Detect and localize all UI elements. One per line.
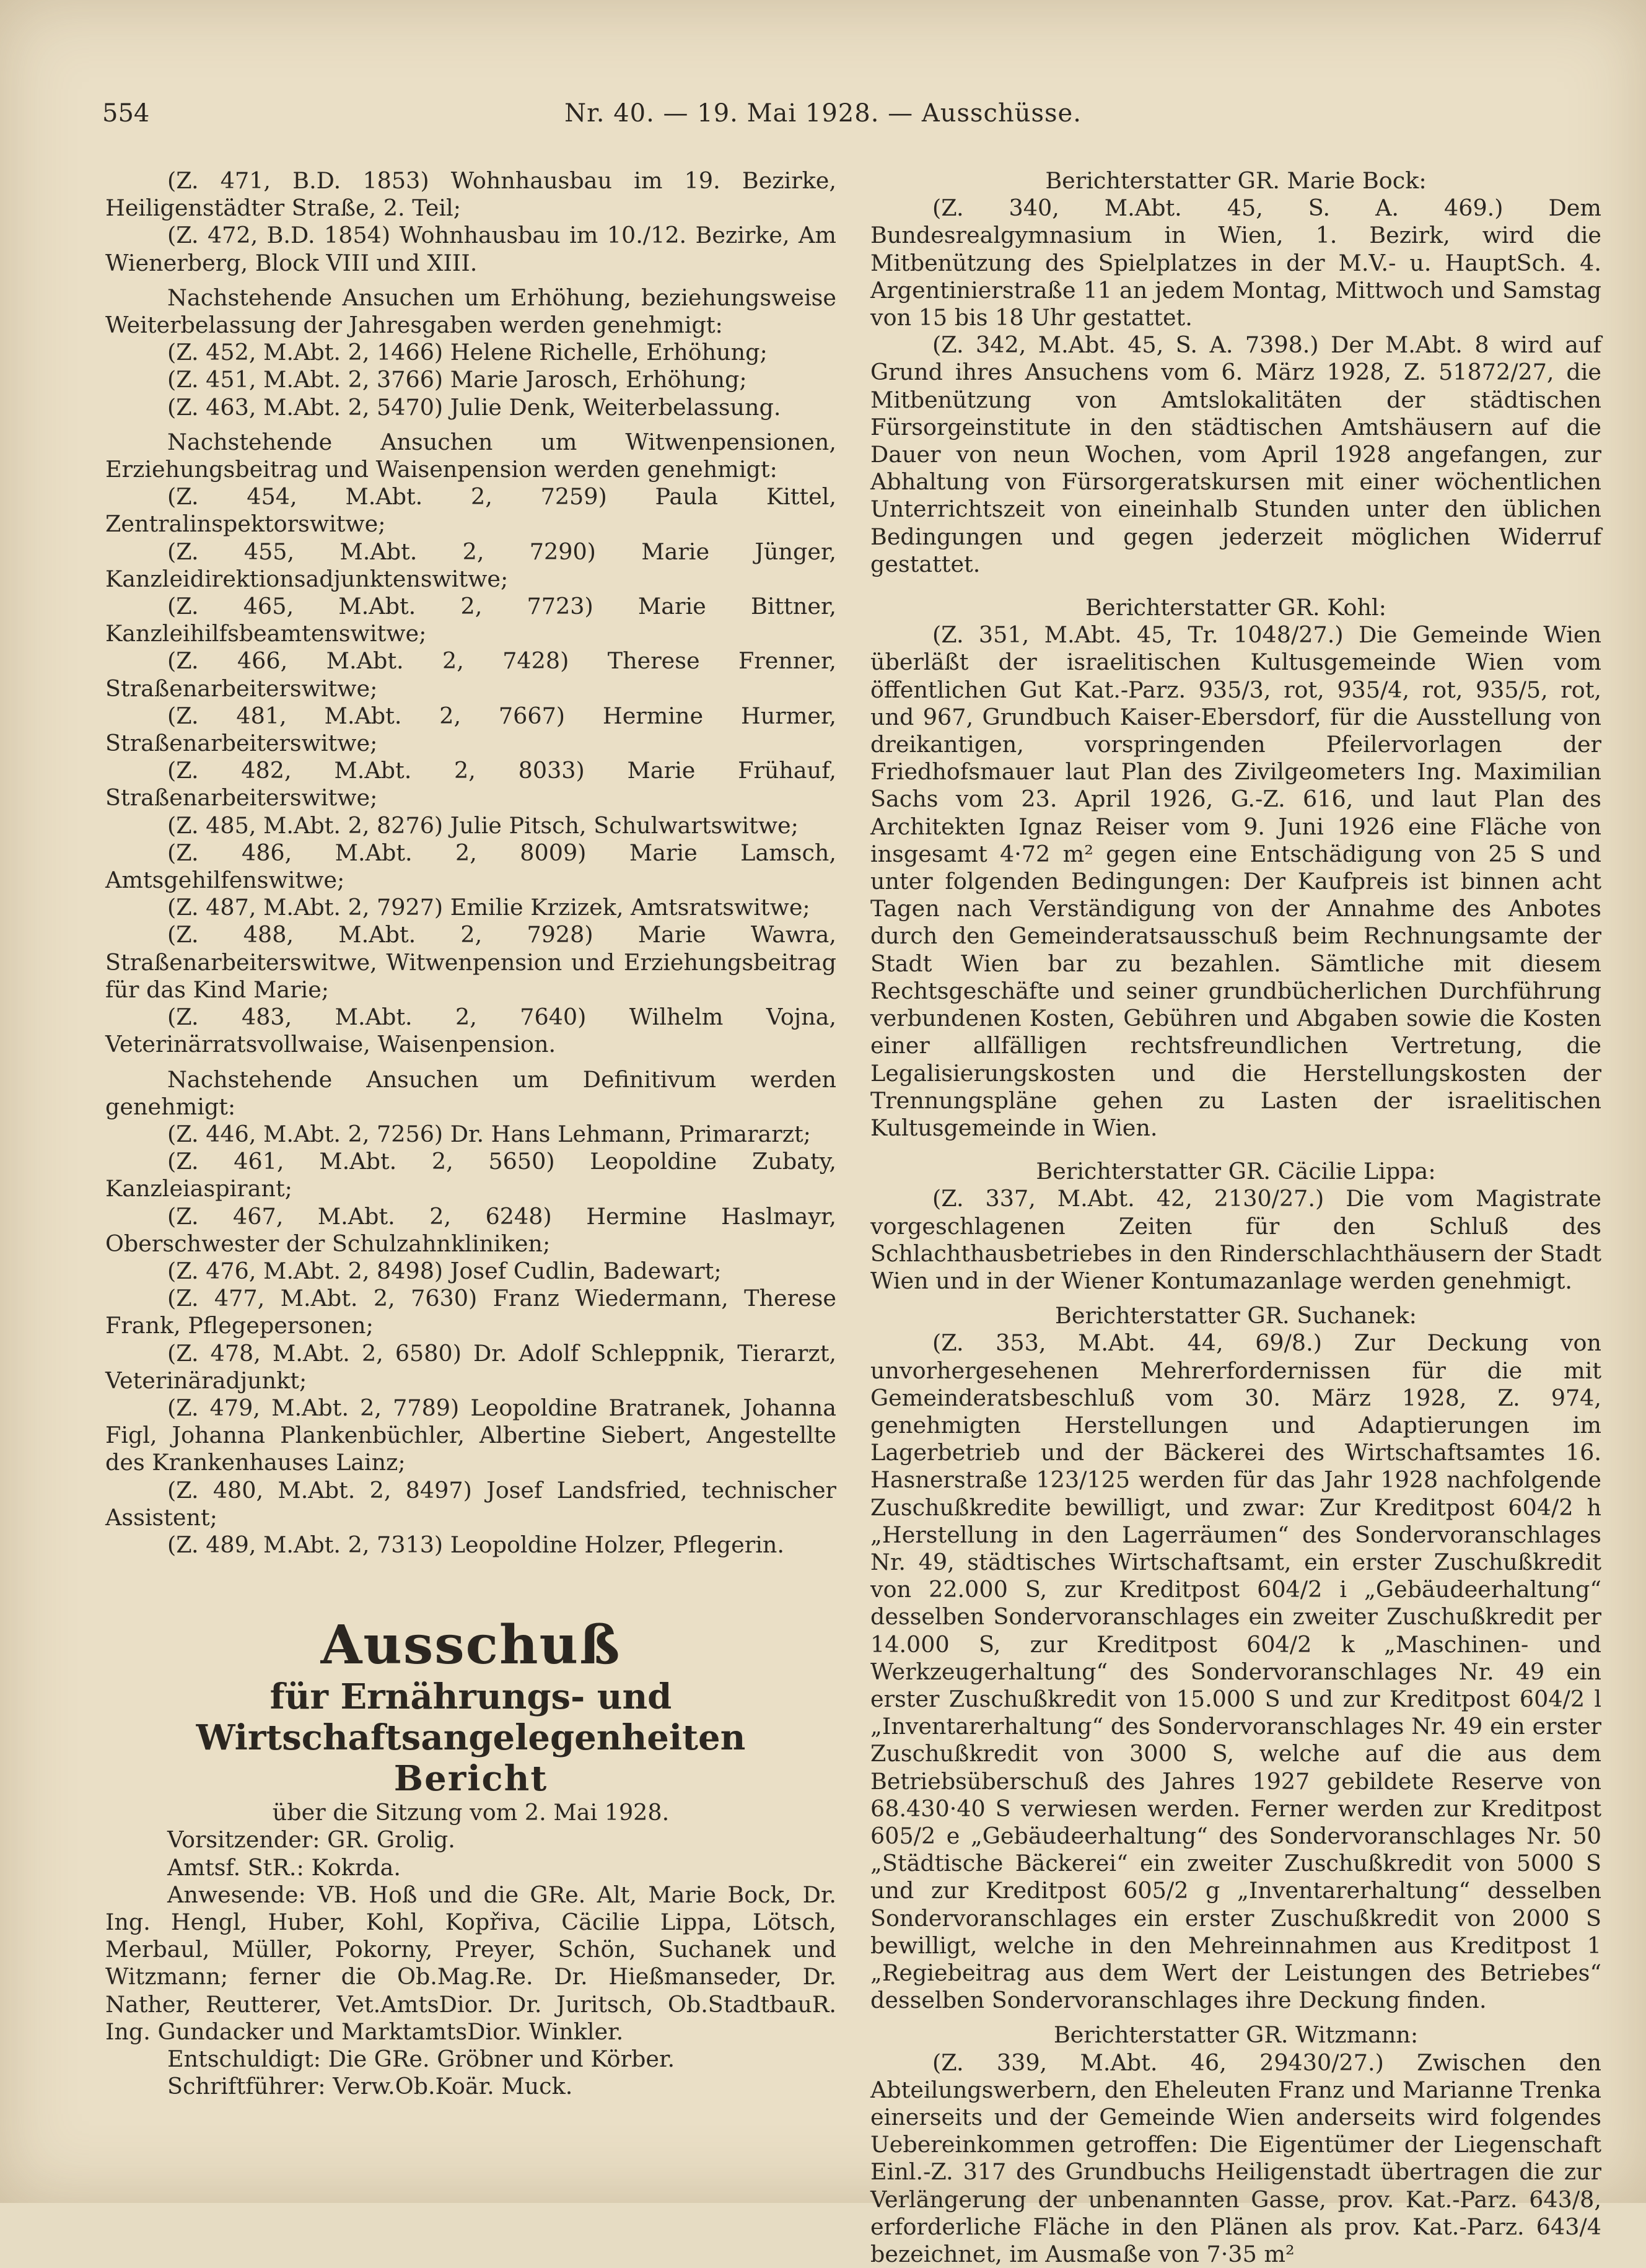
paragraph: (Z. 337, M.Abt. 42, 2130/27.) Die vom Magistrate vorgeschlagenen Zeiten für den Schluß des Schlachthausbetriebes in den Rinderschlachthäusern der Stadt Wien und in der Wiener Kontumazanlage werden genehmigt. [870, 1185, 1601, 1294]
list-item: (Z. 463, M.Abt. 2, 5470) Julie Denk, Weiterbelassung. [167, 393, 781, 421]
list-item: (Z. 478, M.Abt. 2, 6580) Dr. Adolf Schleppnik, Tierarzt, Veterinäradjunkt; [105, 1339, 836, 1394]
present-line: Anwesende: VB. Hoß und die GRe. Alt, Marie Bock, Dr. Ing. Hengl, Huber, Kohl, Kopřiva, Cäcilie Lippa, Lötsch, Merbaul, Müller, Pokorny, Preyer, Schön, Suchanek und Witzmann; ferner die Ob.Mag.Re. Dr. Hießmanseder, Dr. Nather, Reutterer, Vet.AmtsDior. Dr. Juritsch, Ob.StadtbauR. Ing. Gundacker und MarktamtsDior. Winkler. [105, 1881, 836, 2045]
rapporteur-heading: Berichterstatter GR. Witzmann: [1053, 2021, 1419, 2049]
rapporteur-heading: Berichterstatter GR. Suchanek: [1055, 1302, 1417, 1329]
rapporteur-heading: Berichterstatter GR. Cäcilie Lippa: [1036, 1158, 1436, 1185]
list-item: (Z. 485, M.Abt. 2, 8276) Julie Pitsch, Schulwartswitwe; [167, 812, 799, 839]
list-item: (Z. 483, M.Abt. 2, 7640) Wilhelm Vojna, Veterinärratsvollwaise, Waisenpension. [105, 1004, 836, 1058]
secretary-line: Schriftführer: Verw.Ob.Koär. Muck. [167, 2073, 573, 2100]
paragraph: (Z. 340, M.Abt. 45, S. A. 469.) Dem Bundesrealgymnasium in Wien, 1. Bezirk, wird die Mitbenützung des Spielplatzes in der M.V.- u. HauptSch. 4. Argentinierstraße 11 an jedem Montag, Mittwoch und Samstag von 15 bis 18 Uhr gestattet. [870, 195, 1601, 331]
session-line: über die Sitzung vom 2. Mai 1928. [272, 1799, 670, 1826]
paragraph-intro: Nachstehende Ansuchen um Erhöhung, beziehungsweise Weiterbelassung der Jahresgaben werden genehmigt: [105, 284, 836, 339]
page-number: 554 [102, 99, 150, 128]
chair-line: Vorsitzender: GR. Grolig. [167, 1826, 455, 1854]
section-title: Ausschuß [320, 1614, 621, 1677]
list-item: (Z. 466, M.Abt. 2, 7428) Therese Frenner, Straßenarbeiterswitwe; [105, 647, 836, 702]
list-item: (Z. 467, M.Abt. 2, 6248) Hermine Haslmayr, Oberschwester der Schulzahnkliniken; [105, 1202, 836, 1257]
list-item: (Z. 472, B.D. 1854) Wohnhausbau im 10./12. Bezirke, Am Wienerberg, Block VIII und XIII. [105, 222, 836, 276]
list-item: (Z. 465, M.Abt. 2, 7723) Marie Bittner, Kanzleihilfsbeamtenswitwe; [105, 593, 836, 647]
list-item: (Z. 479, M.Abt. 2, 7789) Leopoldine Bratranek, Johanna Figl, Johanna Plankenbüchler, Albertine Siebert, Angestellte des Krankenhauses Lainz; [105, 1394, 836, 1476]
list-item: (Z. 481, M.Abt. 2, 7667) Hermine Hurmer, Straßenarbeiterswitwe; [105, 702, 836, 757]
official-line: Amtsf. StR.: Kokrda. [167, 1854, 401, 1881]
list-item: (Z. 477, M.Abt. 2, 7630) Franz Wiedermann, Therese Frank, Pflegepersonen; [105, 1285, 836, 1339]
list-item: (Z. 454, M.Abt. 2, 7259) Paula Kittel, Zentralinspektorswitwe; [105, 483, 836, 538]
paragraph: (Z. 342, M.Abt. 45, S. A. 7398.) Der M.Abt. 8 wird auf Grund ihres Ansuchens vom 6. März 1928, Z. 51872/27, die Mitbenützung von Amtslokalitäten der städtischen Fürsorgeinstitute in den städtischen Amtshäusern auf die Dauer von neun Wochen, vom April 1928 angefangen, zur Abhaltung von Fürsorgeratskursen mit einer wöchentlichen Unterrichtszeit von eineinhalb Stunden unter den üblichen Bedingungen und gegen jederzeit möglichen Widerruf gestattet. [870, 331, 1601, 577]
list-item: (Z. 461, M.Abt. 2, 5650) Leopoldine Zubaty, Kanzleiaspirant; [105, 1148, 836, 1202]
list-item: (Z. 489, M.Abt. 2, 7313) Leopoldine Holzer, Pflegerin. [167, 1531, 784, 1558]
rapporteur-heading: Berichterstatter GR. Marie Bock: [1045, 167, 1427, 194]
paragraph-intro: Nachstehende Ansuchen um Definitivum werden genehmigt: [105, 1066, 836, 1120]
list-item: (Z. 486, M.Abt. 2, 8009) Marie Lamsch, Amtsgehilfenswitwe; [105, 839, 836, 894]
page-header [102, 93, 1544, 136]
list-item: (Z. 471, B.D. 1853) Wohnhausbau im 19. Bezirke, Heiligenstädter Straße, 2. Teil; [105, 167, 836, 222]
list-item: (Z. 476, M.Abt. 2, 8498) Josef Cudlin, Badewart; [167, 1257, 722, 1284]
running-title: Nr. 40. — 19. Mai 1928. — Ausschüsse. [564, 99, 1082, 128]
paragraph: (Z. 339, M.Abt. 46, 29430/27.) Zwischen den Abteilungswerbern, den Eheleuten Franz und Marianne Trenka einerseits und der Gemeinde Wien anderseits wird folgendes Uebereinkommen getroffen: Die Eigentümer der Liegenschaft Einl.-Z. 317 des Grundbuchs Heiligenstadt übertragen die zur Verlängerung der unbenannten Gasse, prov. Kat.-Parz. 643/8, erforderliche Fläche in den Plänen als prov. Kat.-Parz. 643/4 bezeichnet, im Ausmaße von 7·35 m² [870, 2049, 1601, 2268]
excused-line: Entschuldigt: Die GRe. Gröbner und Körber. [167, 2045, 675, 2072]
section-report-heading: Bericht [393, 1758, 548, 1800]
list-item: (Z. 480, M.Abt. 2, 8497) Josef Landsfried, technischer Assistent; [105, 1476, 836, 1531]
paragraph: (Z. 351, M.Abt. 45, Tr. 1048/27.) Die Gemeinde Wien überläßt der israelitischen Kultusgemeinde Wien vom öffentlichen Gut Kat.-Parz. 935/3, rot, 935/4, rot, 935/5, rot, und 967, Grundbuch Kaiser-Ebersdorf, für die Ausstellung von dreikantigen, vorspringenden Pfeilervorlagen der Friedhofsmauer laut Plan des Zivilgeometers Ing. Maximilian Sachs vom 23. April 1926, G.-Z. 616, und laut Plan des Architekten Ignaz Reiser vom 9. Juni 1926 eine Fläche von insgesamt 4·72 m² gegen eine Entschädigung von 25 S und unter folgenden Bedingungen: Der Kaufpreis ist binnen acht Tagen nach Verständigung von der Annahme des Anbotes durch den Gemeinderatsausschuß beim Rechnungsamte der Stadt Wien bar zu bezahlen. Sämtliche mit diesem Rechtsgeschäfte und seiner grundbücherlichen Durchführung verbundenen Kosten, Gebühren und Abgaben sowie die Kosten einer allfälligen rechtsfreundlichen Vertretung, die Legalisierungskosten und die Herstellungskosten der Trennungspläne gehen zu Lasten der israelitischen Kultusgemeinde in Wien. [870, 621, 1601, 1141]
list-item: (Z. 488, M.Abt. 2, 7928) Marie Wawra, Straßenarbeiterswitwe, Witwenpension und Erziehungsbeitrag für das Kind Marie; [105, 921, 836, 1003]
list-item: (Z. 452, M.Abt. 2, 1466) Helene Richelle, Erhöhung; [167, 339, 768, 366]
list-item: (Z. 446, M.Abt. 2, 7256) Dr. Hans Lehmann, Primararzt; [167, 1120, 811, 1147]
list-item: (Z. 455, M.Abt. 2, 7290) Marie Jünger, Kanzleidirektionsadjunktenswitwe; [105, 538, 836, 592]
list-item: (Z. 482, M.Abt. 2, 8033) Marie Frühauf, Straßenarbeiterswitwe; [105, 757, 836, 812]
list-item: (Z. 487, M.Abt. 2, 7927) Emilie Krzizek, Amtsratswitwe; [167, 894, 810, 921]
section-subtitle: für Ernährungs- und Wirtschaftsangelegenheiten [196, 1676, 746, 1759]
rapporteur-heading: Berichterstatter GR. Kohl: [1085, 594, 1386, 621]
paragraph-intro: Nachstehende Ansuchen um Witwenpensionen, Erziehungsbeitrag und Waisenpension werden genehmigt: [105, 428, 836, 483]
list-item: (Z. 451, M.Abt. 2, 3766) Marie Jarosch, Erhöhung; [167, 366, 747, 393]
paragraph: (Z. 353, M.Abt. 44, 69/8.) Zur Deckung von unvorhergesehenen Mehrerfordernissen für die mit Gemeinderatsbeschluß vom 30. März 1928, Z. 974, genehmigten Herstellungen und Adaptierungen im Lagerbetrieb und der Bäckerei des Wirtschaftsamtes 16. Hasnerstraße 123/125 werden für das Jahr 1928 nachfolgende Zuschußkredite bewilligt, und zwar: Zur Kreditpost 604/2 h „Herstellung in den Lagerräumen“ des Sondervoranschlages Nr. 49, städtisches Wirtschaftsamt, ein erster Zuschußkredit von 22.000 S, zur Kreditpost 604/2 i „Gebäudeerhaltung“ desselben Sondervoranschlages ein zweiter Zuschußkredit per 14.000 S, zur Kreditpost 604/2 k „Maschinen- und Werkzeugerhaltung“ des Sondervoranschlages Nr. 49 ein erster Zuschußkredit von 15.000 S und zur Kreditpost 604/2 l „Inventarerhaltung“ des Sondervoranschlages Nr. 49 ein erster Zuschußkredit von 3000 S, welche auf die aus dem Betriebsüberschuß des Jahres 1927 gebildete Reserve von 68.430·40 S verwiesen werden. Ferner werden zur Kreditpost 605/2 e „Gebäudeerhaltung“ des Sondervoranschlages Nr. 50 „Städtische Bäckerei“ ein zweiter Zuschußkredit von 5000 S und zur Kreditpost 605/2 g „Inventarerhaltung“ desselben Sondervoranschlages ein erster Zuschußkredit von 2000 S bewilligt, welche in den Mehreinnahmen aus Kreditpost 1 „Regiebeitrag aus dem Wert der Leistungen des Betriebes“ desselben Sondervoranschlages ihre Deckung finden. [870, 1329, 1601, 2014]
right-column [870, 167, 1601, 2268]
left-column [105, 167, 836, 2100]
